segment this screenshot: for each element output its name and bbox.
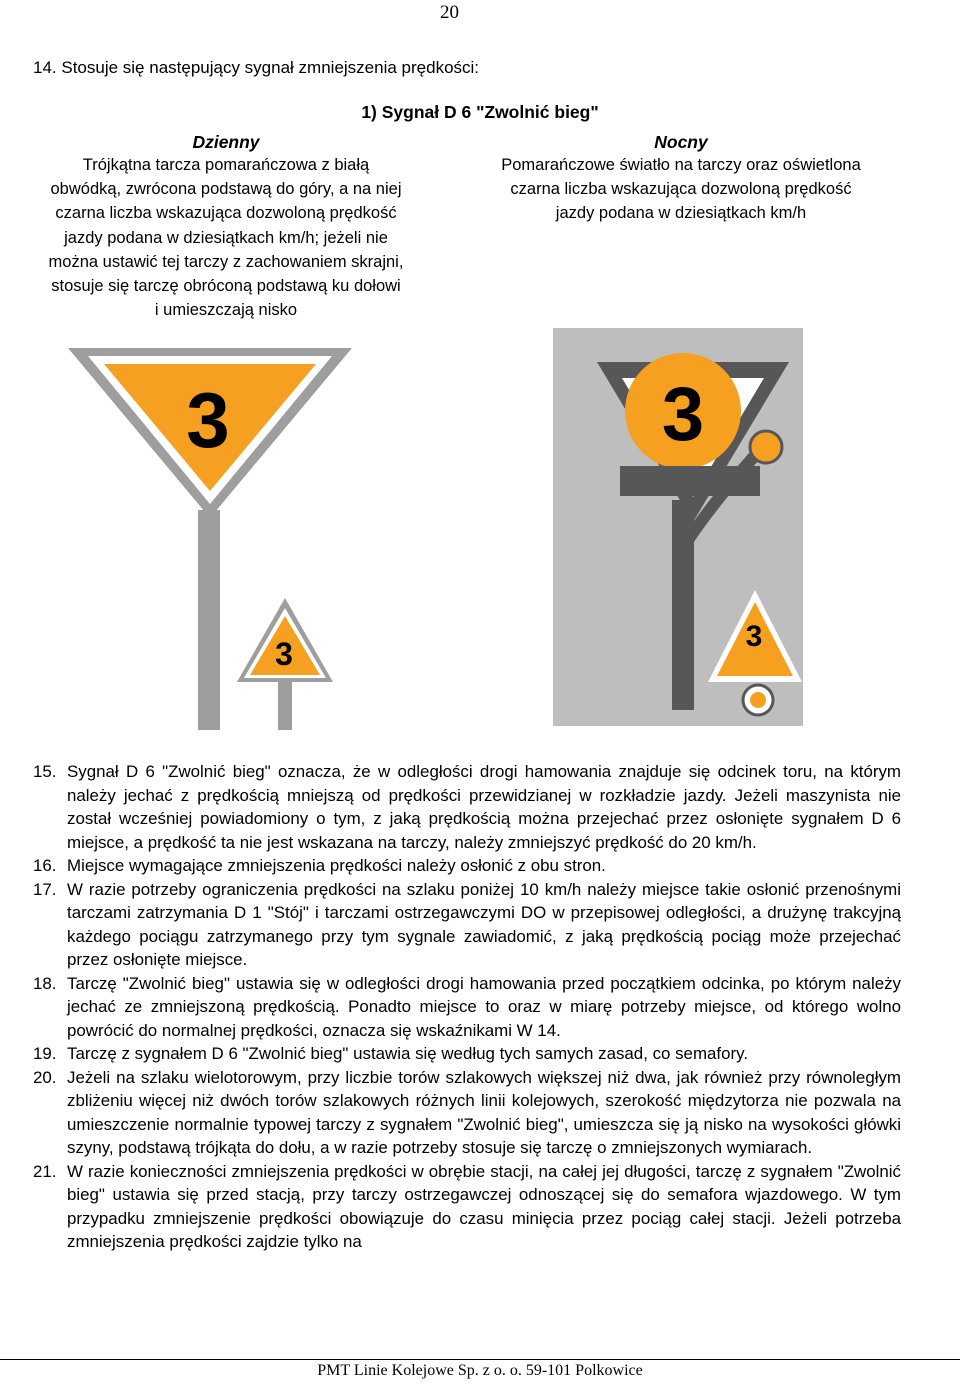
list-item xyxy=(33,1042,901,1066)
item-text: Jeżeli na szlaku wielotorowym, przy liczbie torów szlakowych większej niż dwa, jak również przy równoległym zbliżeniu więcej niż dwóch torów szlakowych różnych linii kolejowych, szerokość międzytorza nie pozwala na umieszczenie normalnie typowej tarczy z sygnałem "Zwolnić bieg", umieszcza się ją nisko na wysokości główki szyny, podstawą trójkąta do dołu, a w razie potrzeby stosuje się tarczę o zmniejszonych wymiarach. xyxy=(67,1067,901,1157)
day-sign-post xyxy=(198,510,220,730)
footer-divider xyxy=(0,1359,960,1360)
night-line: czarna liczba wskazująca dozwoloną prędkość xyxy=(510,180,852,199)
item-number: 21. xyxy=(33,1161,57,1181)
item-number: 15. xyxy=(33,762,57,781)
item-number: 20. xyxy=(33,1067,57,1087)
item-text: Tarczę z sygnałem D 6 "Zwolnić bieg" ustawia się według tych samych zasad, co semafory. xyxy=(67,1044,749,1063)
item-number: 17. xyxy=(33,879,57,899)
list-item xyxy=(33,1160,901,1254)
item-text: Sygnał D 6 "Zwolnić bieg" oznacza, że w odległości drogi hamowania znajduje się odcinek toru, na którym należy jechać z prędkością mniejszą od prędkości przewidzianej w rozkładzie jazdy. Jeżeli maszynista nie został wcześniej powiadomiony o tym, z jaką prędkością można przejechać przez osłonięte sygnałem D 6 miejsce, a prędkość ta nie jest wskazana na tarczy, należy zmniejszyć prędkość do 20 km/h. xyxy=(67,762,901,852)
day-heading: Dzienny xyxy=(192,132,260,152)
list-item xyxy=(33,854,901,878)
item-number: 18. xyxy=(33,973,57,993)
day-line: i umieszczają nisko xyxy=(154,301,298,320)
item-number: 19. xyxy=(33,1044,57,1063)
list-item xyxy=(33,760,901,854)
small-day-sign xyxy=(237,598,333,730)
signal-title: 1) Sygnał D 6 "Zwolnić bieg" xyxy=(361,102,599,122)
page-number: 20 xyxy=(440,2,459,23)
item-text: Tarczę "Zwolnić bieg" ustawia się w odległości drogi hamowania przed początkiem odcinka, po którym należy jechać ze zmniejszoną prędkością. Ponadto miejsce to oraz w miarę potrzeby miejsce, od którego wolno powrócić do normalnej prędkości, oznacza się wskaźnikami W 14. xyxy=(67,973,901,1040)
small-night-sign-number: 3 xyxy=(745,620,763,653)
list-item xyxy=(33,878,901,972)
small-day-sign-number: 3 xyxy=(275,636,293,672)
day-line: Trójkątna tarcza pomarańczowa z białą xyxy=(82,156,370,174)
page-footer: PMT Linie Kolejowe Sp. z o. o. 59-101 Polkowice xyxy=(317,1362,643,1379)
night-sign-number: 3 xyxy=(661,372,705,457)
day-description xyxy=(0,153,452,322)
day-line: czarna liczba wskazująca dozwoloną prędkość xyxy=(55,204,397,223)
small-day-sign-post xyxy=(278,674,292,730)
item-text: W razie potrzeby ograniczenia prędkości na szlaku poniżej 10 km/h należy miejsce takie osłonić przenośnymi tarczami zatrzymania D 1 "Stój" i tarczami ostrzegawczymi DO w przepisowej odległości, a drużynę trakcyjną każdego pociągu zatrzymanego przy tym sygnale zawiadomić, z jaką prędkością pociąg może przejechać przez osłonięte miejsce. xyxy=(67,879,901,969)
day-sign-number: 3 xyxy=(186,376,230,464)
day-line: jazdy podana w dziesiątkach km/h; jeżeli nie xyxy=(64,228,388,247)
signal-illustration xyxy=(0,320,960,740)
night-line: jazdy podana w dziesiątkach km/h xyxy=(555,204,807,223)
night-description xyxy=(452,153,910,226)
night-heading: Nocny xyxy=(654,132,708,152)
section-intro: 14. Stosuje się następujący sygnał zmniejszenia prędkości: xyxy=(33,58,480,77)
list-item xyxy=(33,1066,901,1160)
day-line: można ustawić tej tarczy z zachowaniem skrajni, xyxy=(48,252,404,271)
item-text: Miejsce wymagające zmniejszenia prędkości należy osłonić z obu stron. xyxy=(67,856,606,875)
day-line: stosuje się tarczę obróconą podstawą ku dołowi xyxy=(51,277,401,296)
day-line: obwódką, zwrócona podstawą do góry, a na niej xyxy=(50,180,402,199)
rules-list xyxy=(33,760,901,1254)
night-sign-lower-band xyxy=(620,466,760,496)
small-night-lamp-light xyxy=(750,692,766,708)
item-number: 16. xyxy=(33,856,57,875)
item-text: W razie konieczności zmniejszenia prędkości w obrębie stacji, na całej jej długości, tarczę z sygnałem "Zwolnić bieg" ustawia się przed stacją, przy tarczy ostrzegawczej odnoszącej się do semafora wjazdowego. W tym przypadku zmniejszenie prędkości obowiązuje do czasu minięcia przez pociąg całej stacji. Jeżeli potrzeba zmniejszenia prędkości zajdzie tylko na xyxy=(67,1161,901,1251)
night-line: Pomarańczowe światło na tarczy oraz oświetlona xyxy=(501,156,861,174)
night-lamp xyxy=(750,431,782,463)
list-item xyxy=(33,972,901,1043)
